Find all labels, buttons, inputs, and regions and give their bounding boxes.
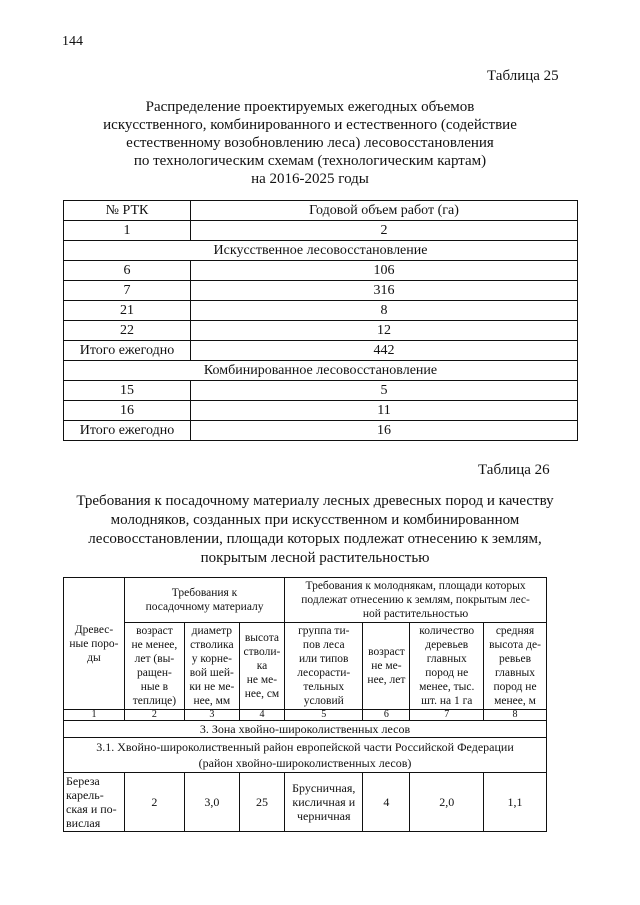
column-number: 7 (410, 710, 484, 721)
header-height: высота стволи- ка не ме- нее, см (239, 623, 284, 710)
age-cell: 2 (124, 773, 184, 832)
column-number: 3 (184, 710, 239, 721)
total-value: 16 (191, 421, 578, 441)
header-young-age: возраст не ме- нее, лет (363, 623, 410, 710)
title-line: искусственного, комбинированного и естественного (содействие (103, 117, 517, 133)
header-diameter: диаметр стволика у корне- вой шей- ки не ме- нее, мм (184, 623, 239, 710)
avg-height-cell: 1,1 (484, 773, 547, 832)
section-heading: Искусственное лесовосстановление (64, 241, 578, 261)
rtk-cell: 7 (64, 281, 191, 301)
total-label: Итого ежегодно (64, 341, 191, 361)
title-line: молодняков, созданных при искусственном и комбинированном (110, 512, 520, 528)
volume-cell: 5 (191, 381, 578, 401)
young-age-cell: 4 (363, 773, 410, 832)
height-cell: 25 (239, 773, 284, 832)
rtk-cell: 16 (64, 401, 191, 421)
table-25-label: Таблица 25 (487, 68, 559, 84)
rtk-cell: 22 (64, 321, 191, 341)
tree-count-cell: 2,0 (410, 773, 484, 832)
diameter-cell: 3,0 (184, 773, 239, 832)
table-25-title (60, 98, 560, 188)
header-volume: Годовой объем работ (га) (191, 201, 578, 221)
volume-cell: 12 (191, 321, 578, 341)
total-value: 442 (191, 341, 578, 361)
section-heading: Комбинированное лесовосстановление (64, 361, 578, 381)
species-cell: Береза карель- ская и по- вислая (64, 773, 125, 832)
region-heading: 3.1. Хвойно-широколиственный район европейской части Российской Федерации (район хвойно-широколиственных лесов) (64, 738, 547, 773)
title-line: на 2016-2025 годы (251, 171, 369, 187)
title-line: лесовосстановлении, площади которых подлежат отнесению к землям, (88, 531, 542, 547)
title-line: по технологическим схемам (технологическим картам) (133, 153, 487, 169)
column-number: 1 (64, 221, 191, 241)
title-line: естественному возобновлению леса) лесовосстановления (126, 135, 494, 151)
table-26 (63, 577, 547, 832)
page-number: 144 (62, 34, 83, 49)
rtk-cell: 6 (64, 261, 191, 281)
column-number: 6 (363, 710, 410, 721)
table-25 (63, 200, 578, 441)
volume-cell: 106 (191, 261, 578, 281)
rtk-cell: 21 (64, 301, 191, 321)
header-rtk: № РТК (64, 201, 191, 221)
header-avg-height: средняя высота де- ревьев главных пород не менее, м (484, 623, 547, 710)
header-tree-count: количество деревьев главных пород не менее, тыс. шт. на 1 га (410, 623, 484, 710)
header-forest-type: группа ти- пов леса или типов лесорасти- тельных условий (285, 623, 363, 710)
table-26-label: Таблица 26 (478, 462, 550, 478)
table-26-title (50, 492, 580, 568)
total-label: Итого ежегодно (64, 421, 191, 441)
column-number: 2 (191, 221, 578, 241)
volume-cell: 316 (191, 281, 578, 301)
volume-cell: 8 (191, 301, 578, 321)
header-age: возраст не менее, лет (вы- ращен- ные в теплице) (124, 623, 184, 710)
column-number: 5 (285, 710, 363, 721)
column-number: 8 (484, 710, 547, 721)
title-line: Требования к посадочному материалу лесных древесных пород и качеству (76, 493, 554, 509)
column-number: 2 (124, 710, 184, 721)
column-number: 4 (239, 710, 284, 721)
column-number: 1 (64, 710, 125, 721)
header-young-requirements: Требования к молоднякам, площади которых подлежат отнесению к землям, покрытым лес- ной растительностью (285, 578, 547, 623)
rtk-cell: 15 (64, 381, 191, 401)
title-line: покрытым лесной растительностью (200, 550, 430, 566)
header-species: Древес- ные поро- ды (64, 578, 125, 710)
header-planting-requirements: Требования к посадочному материалу (124, 578, 284, 623)
forest-type-cell: Брусничная, кисличная и черничная (285, 773, 363, 832)
zone-heading: 3. Зона хвойно-широколиственных лесов (64, 721, 547, 738)
title-line: Распределение проектируемых ежегодных объемов (145, 99, 475, 115)
volume-cell: 11 (191, 401, 578, 421)
